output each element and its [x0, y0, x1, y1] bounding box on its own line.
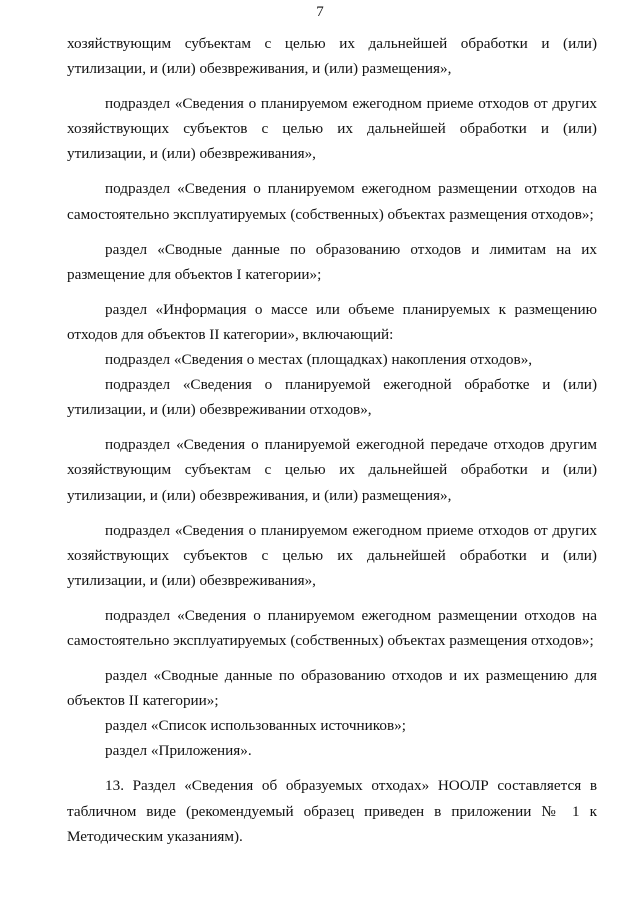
paragraph: подраздел «Сведения о планируемой ежегодной обработке и (или) утилизации, и (или) обезвреживании отходов», [67, 376, 597, 419]
paragraph: раздел «Информация о массе или объеме планируемых к размещению отходов для объектов II категории», включающий: [67, 300, 597, 343]
paragraph: подраздел «Сведения о планируемой ежегодной передаче отходов другим хозяйствующим субъектам с целью их дальнейшей обработки и (или) утилизации, и (или) обезвреживания, и (или) размещения», [67, 436, 597, 504]
paragraph: подраздел «Сведения о планируемом ежегодном приеме отходов от других хозяйствующих субъектов с целью их дальнейшей обработки и (или) утилизации, и (или) обезвреживания», [67, 95, 597, 163]
document-body [67, 31, 597, 849]
paragraph: раздел «Приложения». [105, 742, 252, 760]
paragraph: подраздел «Сведения о планируемом ежегодном приеме отходов от других хозяйствующих субъектов с целью их дальнейшей обработки и (или) утилизации, и (или) обезвреживания», [67, 521, 597, 589]
paragraph: раздел «Список использованных источников»; [105, 717, 406, 735]
paragraph: раздел «Сводные данные по образованию отходов и лимитам на их размещение для объектов I категории»; [67, 240, 597, 283]
paragraph: 13. Раздел «Сведения об образуемых отходах» НООЛР составляется в табличном виде (рекомендуемый образец приведен в приложении № 1 к Методическим указаниям). [67, 777, 597, 845]
page-number: 7 [316, 4, 324, 20]
paragraph: подраздел «Сведения о местах (площадках) накопления отходов», [105, 351, 533, 369]
paragraph: раздел «Сводные данные по образованию отходов и их размещению для объектов II категории»; [67, 667, 597, 710]
paragraph: подраздел «Сведения о планируемом ежегодном размещении отходов на самостоятельно эксплуатируемых (собственных) объектах размещения отходов»; [67, 180, 597, 223]
paragraph: подраздел «Сведения о планируемом ежегодном размещении отходов на самостоятельно эксплуатируемых (собственных) объектах размещения отходов»; [67, 606, 597, 649]
paragraph: хозяйствующим субъектам с целью их дальнейшей обработки и (или) утилизации, и (или) обезвреживания, и (или) размещения», [67, 35, 597, 78]
